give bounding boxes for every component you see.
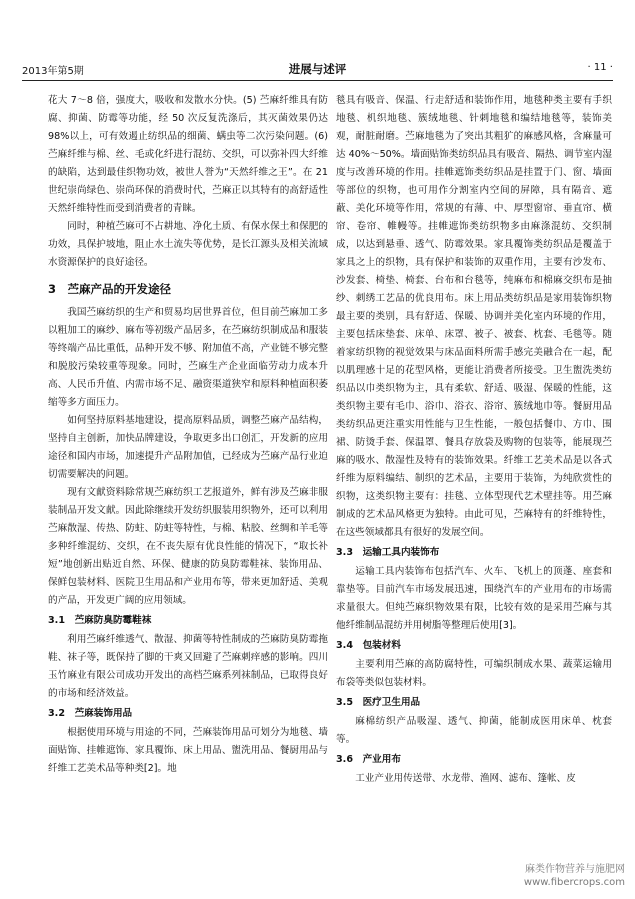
watermark-line1: 麻类作物营养与施肥网 [525,864,625,875]
issue-label: 2013年第5期 [22,66,84,77]
paragraph: 根据使用环境与用途的不同，苎麻装饰用品可划分为地毯、墙面贴饰、挂帷遮饰、家具覆饰、床上用品、盥洗用品、餐厨用品与纤维工艺美术品等种类[2]。地 [48,727,328,774]
paragraph: 同时，种植苎麻可不占耕地、净化土质、有保水保土和保肥的功效，具保护坡地，阻止水土流失等优势，是长江源头及相关流域水资源保护的良好途径。 [48,221,328,268]
page-number: · 11 · [587,62,613,73]
subsection-heading: 3.5 医疗卫生用品 [336,697,421,708]
paragraph: 主要利用苎麻的高防腐特性，可编织制成水果、蔬菜运输用布袋等类似包装材料。 [336,659,612,688]
running-header [22,58,613,81]
paragraph: 麻棉纺织产品吸湿、透气、抑菌，能制成医用床单、枕套等。 [336,716,612,745]
subsection-heading: 3.4 包装材料 [336,640,401,651]
paragraph: 工业产业用传送带、水龙带、渔网、滤布、篷帐、皮 [355,773,576,784]
section-title: 进展与述评 [288,62,347,76]
right-column [336,92,612,788]
subsection-heading: 3.1 苎麻防臭防霉鞋袜 [48,615,152,626]
paragraph: 运输工具内装饰布包括汽车、火车、飞机上的顶蓬、座套和靠垫等。目前汽车市场发展迅速，围绕汽车的产业用布的市场需求量很大。但纯苎麻织物效果有限，比较有效的是采用苎麻与其他纤维制品混纺并用树脂等整理后使用[3]。 [336,566,612,631]
watermark-line2: www.fibercrops.com [523,877,625,888]
paragraph: 现有文献资料除常规苎麻纺织工艺报道外，鲜有涉及苎麻非服装制品开发文献。因此除继续开发纺织服装用织物外，还可以利用苎麻散湿、传热、防蛀、防蛀等特性，与棉、粘胶、丝绸和羊毛等多种纤维混纺、交织，在不丧失原有优良性能的情况下，“取长补短”地创新出贴近自然、环保、健康的防臭防霉鞋袜、装饰用品、保鲜包装材料、医院卫生用品和产业用布等，带来更加舒适、美观的产品，开发更广阔的应用领域。 [48,487,328,606]
subsection-heading: 3.3 运输工具内装饰布 [336,547,440,558]
subsection-heading: 3.6 产业用布 [336,754,401,765]
section-heading: 3 苎麻产品的开发途径 [48,282,172,296]
paragraph: 利用苎麻纤维透气、散湿、抑菌等特性制成的苎麻防臭防霉拖鞋、袜子等，既保持了脚的干爽又回避了苎麻刺痒感的影响。四川玉竹麻业有限公司成功开发出的高档苎麻系列袜制品，已取得良好的市场和经济效益。 [48,634,328,699]
paragraph: 如何坚持原料基地建设，提高原料品质，调整苎麻产品结构，坚持自主创新，加快品牌建设，争取更多出口创汇，开发新的应用途径和国内市场，加速提升产品附加值，已经成为苎麻产品行业迫切需要解决的问题。 [48,415,328,480]
paragraph: 毯具有吸音、保温、行走舒适和装饰作用，地毯种类主要有手织地毯、机织地毯、簇绒地毯、针刺地毯和编结地毯等，装饰美观，耐脏耐磨。苎麻地毯为了突出其粗犷的麻感风格，含麻量可达 40%～50%。墙面贴饰类纺织品具有吸音、隔热、调节室内湿度与改善环境的作用。挂帷遮饰类纺织品是挂置于门、窗、墙面等部位的织物，也可用作分割室内空间的屏障，具有隔音、遮蔽、美化环境等作用，常规的有薄、中、厚型窗帘、垂直帘、横帘、卷帘、帷幔等。挂帷遮饰类纺织物多由麻涤混纺、交织制成，以达到悬垂、透气、防霉效果。家具覆饰类纺织品是覆盖于家具之上的织物，具有保护和装饰的双重作用，主要有沙发布、沙发套、椅垫、椅套、台布和台毯等，纯麻布和棉麻交织布是抽纱、刺绣工艺品的优良用布。床上用品类纺织品是家用装饰织物最主要的类别，具有舒适、保暖、协调并美化室内环境的作用，主要包括床垫套、床单、床罩、被子、被套、枕套、毛毯等。随着家纺织物的视觉效果与床品面料所需手感完美融合在一起，配以肌理感十足的花型风格，更能让消费者所接受。卫生盥洗类纺织品以巾类织物为主，具有柔软、舒适、吸湿、保暖的性能，这类织物主要有毛巾、浴巾、浴衣、浴帘、簇绒地巾等。餐厨用品类纺织品更注重实用性能与卫生性能，一般包括餐巾、方巾、围裙、防烫手套、保温罩、餐具存放袋及购物的包装等，能展现苎麻的吸水、散湿性及特有的装饰效果。纤维工艺美术品是以各式纤维为原料编结、制织的艺术品，主要用于装饰，为纯欣赏性的织物，这类织物主要有：挂毯、立体型现代艺术壁挂等。用苎麻制成的艺术品风格更为独特。由此可见，苎麻特有的纤维特性，在这些领域都具有很好的发展空间。 [336,95,612,538]
paragraph: 花大 7～8 倍，强度大，吸收和发散水分快。(5) 苎麻纤维具有防腐、抑菌、防霉等功能，经 50 次反复洗涤后，其灭菌效果仍达 98%以上，可有效遏止纺织品的细菌、螨虫等二次污染问题。(6) 苎麻纤维与棉、丝、毛或化纤进行混纺、交织，可以弥补四大纤维的缺陷，达到最佳织物功效，被世人誉为“天然纤维之王”。在 21 世纪崇尚绿色、崇尚环保的消费时代，苎麻正以其特有的高舒适性天然纤维特性而受到消费者的青睐。 [48,95,328,214]
subsection-heading: 3.2 苎麻装饰用品 [48,708,133,719]
paragraph: 我国苎麻纺织的生产和贸易均居世界首位，但目前苎麻加工多以粗加工的麻纱、麻布等初级产品居多，在苎麻纺织制成品和服装等终端产品比重低，品种开发不够、附加值不高，产业链不够完整和脱胶污染较重等现象。同时，苎麻生产企业面临劳动力成本升高、人民币升值、内需市场不足、融资渠道狭窄和原料种植面积萎缩等多方面压力。 [48,307,328,408]
watermark [524,863,625,889]
left-column [48,92,328,778]
